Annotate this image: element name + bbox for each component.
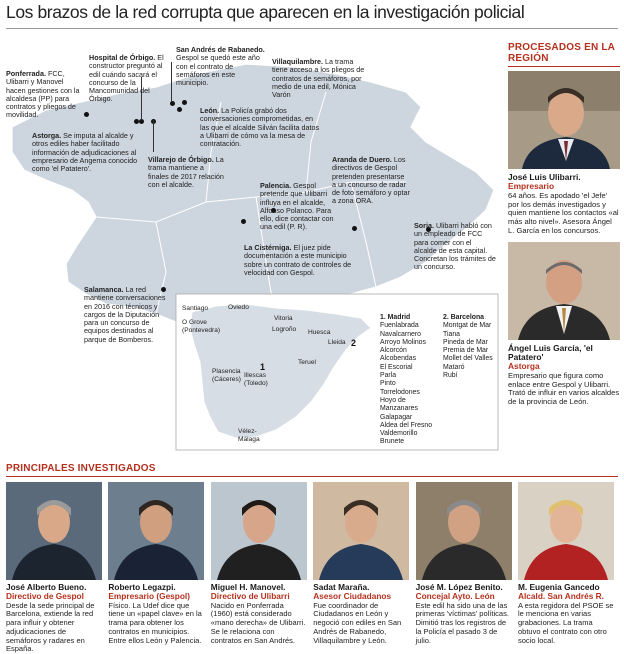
region-map <box>6 32 502 452</box>
person-role: Astorga <box>508 361 540 372</box>
list-item: Alcorcón <box>380 347 407 355</box>
person-name: Sadat Maraña. <box>313 582 370 592</box>
inset-place: Lleida <box>328 339 346 346</box>
list-item: Brunete <box>380 438 405 446</box>
list-item: Rubí <box>443 372 458 380</box>
annotation-soria: Soria. Ulibarri habló con un empleado de FCC para comer con el alcalde de esta capital. Concretan los trámites de un concurso. <box>414 221 496 272</box>
person-name: José M. López Benito. <box>415 582 503 592</box>
marker-cisterniga <box>241 219 246 224</box>
list-item: Navalcarnero <box>380 330 421 338</box>
annotation-villarejo: Villarejo de Órbigo. La trama mantiene a finales de 2017 relación con el alcalde. <box>148 155 224 189</box>
person-role: Concejal Ayto. León <box>415 591 495 602</box>
annotation-palencia: Palencia. Gespol pretende que Ulibarri influya en el alcalde, Alfonso Polanco. Para ello, dice contactar con una edil (P. R). <box>260 181 334 232</box>
list-item: Alcobendas <box>380 355 417 363</box>
annotation-ponferrada: Ponferrada. FCC, Ulibarri y Manovel hacen gestiones con la alcaldesa (PP) para contratos y pliegos de movilidad. <box>6 69 80 120</box>
person-desc: A esta regidora del PSOE se le menciona en varias grabaciones. La trama obtuvo el contrato con otro socio local. <box>518 600 614 645</box>
person-role: Empresario (Gespol) <box>108 591 190 602</box>
person-desc: Empresario que figura como enlace entre Gespol y Ulibarri. Trató de influir en varios alcaldes de la provincia de León. <box>508 370 620 407</box>
inset-place: Santiago <box>182 305 209 312</box>
inset-place: Teruel <box>298 359 316 366</box>
inset-place: Huesca <box>308 329 331 336</box>
person-name: Roberto Legazpi. <box>108 582 176 592</box>
inset-place: Vélez-Málaga <box>238 428 260 443</box>
person-role: Empresario <box>508 181 555 192</box>
investigated-card <box>211 482 307 645</box>
divider <box>6 28 618 29</box>
investigated-card <box>313 482 409 645</box>
portrait-photo <box>416 482 512 580</box>
inset-place: Illescas (Toledo) <box>244 372 268 387</box>
marker-villaquilambre <box>182 100 187 105</box>
list-item: Mollet del Valles <box>443 355 493 363</box>
annotation-astorga: Astorga. Se imputa al alcalde y otros ediles haber facilitado información de adjudicaciones al empresario de Angema conocido como 'el Patatero'. <box>32 131 138 174</box>
side-title: PROCESADOS EN LA REGIÓN <box>508 42 615 64</box>
marker-aranda <box>352 226 357 231</box>
list-item: Valdemorillo <box>380 430 418 438</box>
person-role: Directivo de Gespol <box>6 591 84 602</box>
procesados-column <box>508 42 620 407</box>
person-name: M. Eugenia Gancedo <box>518 582 600 592</box>
list-item: Pineda de Mar <box>443 338 488 346</box>
investigated-card <box>6 482 102 654</box>
person-role: Asesor Ciudadanos <box>313 591 392 602</box>
inset-place: O Grove (Pontevedra) <box>182 319 221 334</box>
investigated-card <box>416 482 512 645</box>
person-desc: Fue coordinador de Ciudadanos en León y negoció con ediles en San Andrés de Rabanedo, Villaquilambre y León. <box>313 600 402 645</box>
list-item: Pinto <box>380 380 396 388</box>
list-item: Torrelodones <box>380 388 420 396</box>
list-item: Galapagar <box>380 413 413 421</box>
inset-place: Logroño <box>272 326 297 333</box>
headline: Los brazos de la red corrupta que aparecen en la investigación policial <box>6 2 525 22</box>
list-barcelona: 2. Barcelona Montgat de Mar Tiana Pineda de Mar Premia de Mar Mollet del Valles Mataró Rubí <box>443 314 501 380</box>
annotation-san-andres: San Andrés de Rabanedo. Gespol se quedó este año con el contrato de semáforos en este municipio. <box>176 45 265 88</box>
person-desc: Nacido en Ponferrada (1960) está considerado «mano derecha» de Ulibarri. Se le relaciona con contratos en San Andrés. <box>210 600 306 645</box>
investigated-card <box>518 482 614 645</box>
person-name: José Alberto Bueno. <box>6 582 87 592</box>
list-item: Mataró <box>443 363 465 371</box>
section-title: PRINCIPALES INVESTIGADOS <box>6 463 156 474</box>
person-desc: Este edil ha sido una de las primeras 'víctimas' políticas. Dimitió tras los registros de la Policía el pasado 3 de julio. <box>415 600 509 645</box>
portrait-photo <box>108 482 204 580</box>
investigated-card <box>108 482 204 645</box>
list-item: El Escorial <box>380 363 413 371</box>
list-item: Parla <box>380 372 397 380</box>
list-madrid: 1. Madrid Fuenlabrada Navalcarnero Arroyo Molinos Alcorcón Alcobendas El Escorial Parla Pinto Torrelodones Hoyo de Manzanares Galapagar Aldea del Fresno Valdemorillo Brunete <box>380 314 442 447</box>
inset-place: Oviedo <box>228 304 249 311</box>
person-desc: Físico. La Udef dice que tiene un «papel clave» en la trama para obtener los contratos en municipios. Entre ellos León y Palencia. <box>108 600 202 645</box>
annotation-hospital-orbigo: Hospital de Órbigo. El constructor preguntó al edil cuándo sacará el concurso de la Mancomunidad del Órbigo. <box>89 53 164 104</box>
inset-marker-2: 2 <box>351 338 357 348</box>
person-name: José Luis Ulibarri. <box>508 172 581 182</box>
list-item: Montgat de Mar <box>443 322 492 330</box>
annotation-salamanca: Salamanca. La red mantiene conversaciones en 2016 con técnicos y cargos de la Diputación para un concurso de equipos destinados al parque de Bomberos. <box>84 285 166 344</box>
annotation-cisterniga: La Cistérniga. El juez pide documentación a este municipio sobre un contrato de controles de velocidad con Gespol. <box>244 243 352 277</box>
portrait-photo <box>313 482 409 580</box>
portrait-patatero <box>508 242 620 340</box>
marker-leon <box>177 107 182 112</box>
inset-marker-1: 1 <box>260 362 266 372</box>
annotation-leon: León. La Policía grabó dos conversaciones comprometidas, en las que el alcalde Silván facilita datos a Ulibarri de cómo va la mesa de contratación. <box>200 106 320 149</box>
annotation-villaquilambre: Villaquilambre. La trama tiene acceso a los pliegos de contratos de semáforos, por medio de una edil, Mónica Varón <box>272 57 365 100</box>
marker-astorga <box>134 119 139 124</box>
portrait-ulibarri <box>508 71 620 169</box>
inset-place: Plasencia (Cáceres) <box>212 368 241 383</box>
inset-place: Vitoria <box>274 315 293 322</box>
person-role: Alcald. San Andrés R. <box>518 591 604 602</box>
list-item: Hoyo de Manzanares <box>380 396 418 413</box>
list-item: Arroyo Molinos <box>380 338 426 346</box>
marker-ponferrada <box>84 112 89 117</box>
list-item: Tiana <box>443 330 460 338</box>
list-item: Aldea del Fresno <box>380 421 433 429</box>
person-desc: Desde la sede principal de Barcelona, extiende la red para influir y obtener adjudicaciones de semáforos y radares en España. <box>6 600 95 654</box>
annotation-aranda: Aranda de Duero. Los directivos de Gespol pretenden presentarse a un concurso de radar de foto semáforo y optar a zona ORA. <box>332 155 410 206</box>
person-desc: 64 años. Es apodado 'el Jefe' por los demás investigados y quien mantiene los contactos «al más alto nivel». Asesora Ángel L. García en los concursos. <box>508 191 619 235</box>
list-item: Fuenlabrada <box>380 322 419 330</box>
portrait-photo <box>6 482 102 580</box>
list-item: Premia de Mar <box>443 347 489 355</box>
person-name: Ángel Luis García, 'el Patatero' <box>508 342 593 362</box>
person-name: Miguel H. Manovel. <box>210 582 286 592</box>
portrait-photo <box>518 482 614 580</box>
person-role: Directivo de Ulibarri <box>210 591 290 602</box>
portrait-photo <box>211 482 307 580</box>
